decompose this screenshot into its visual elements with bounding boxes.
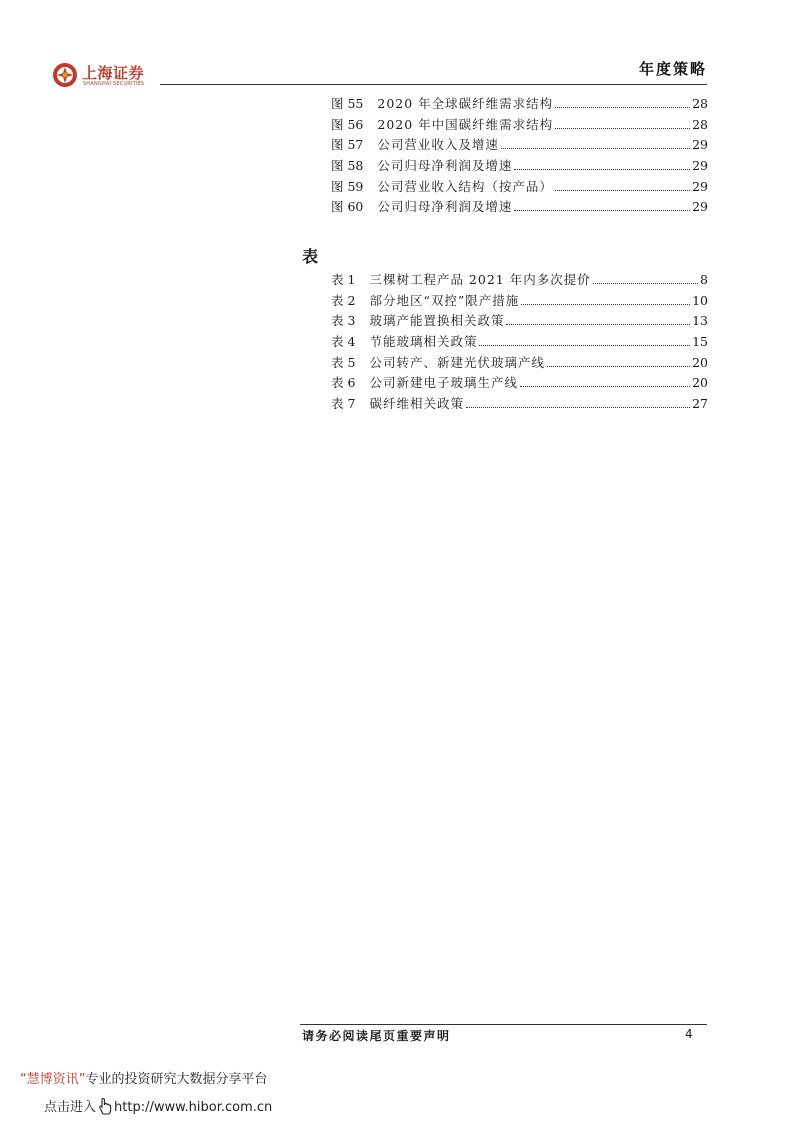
leader-dots xyxy=(506,324,690,325)
tables-section-heading: 表 xyxy=(302,247,319,266)
table-label: 表 3 xyxy=(331,313,356,329)
figure-title: 公司营业收入及增速 xyxy=(377,137,499,153)
report-type-title: 年度策略 xyxy=(638,60,707,78)
figure-title: 公司归母净利润及增速 xyxy=(377,158,513,174)
figure-title: 2020 年中国碳纤维需求结构 xyxy=(377,116,554,132)
table-page: 10 xyxy=(692,292,708,308)
leader-dots xyxy=(555,190,690,191)
logo-mark-icon xyxy=(52,62,78,88)
figure-title: 公司归母净利润及增速 xyxy=(377,199,513,215)
page-number: 4 xyxy=(685,1027,693,1041)
table-page: 13 xyxy=(692,313,708,329)
table-title: 部分地区“双控”限产措施 xyxy=(369,292,520,308)
table-page: 27 xyxy=(692,396,708,412)
figure-page: 29 xyxy=(692,199,708,215)
leader-dots xyxy=(479,345,690,346)
table-entry[interactable] xyxy=(331,311,708,332)
logo-text-en: SHANGHAI SECURITIES xyxy=(83,81,145,87)
table-page: 20 xyxy=(692,375,708,391)
leader-dots xyxy=(593,283,698,284)
leader-dots xyxy=(514,169,690,170)
table-entry[interactable] xyxy=(331,373,708,394)
table-label: 表 7 xyxy=(331,396,356,412)
promo-banner xyxy=(20,1068,268,1087)
table-entry[interactable] xyxy=(331,394,708,415)
table-label: 表 5 xyxy=(331,354,356,370)
figure-entry[interactable] xyxy=(331,177,708,198)
figure-entry[interactable] xyxy=(331,135,708,156)
table-label: 表 2 xyxy=(331,292,356,308)
figure-label: 图 59 xyxy=(331,178,364,194)
promo-tagline: 专业的投资研究大数据分享平台 xyxy=(85,1072,268,1087)
table-list xyxy=(331,270,708,415)
leader-dots xyxy=(520,386,690,387)
leader-dots xyxy=(521,304,690,305)
figure-page: 29 xyxy=(692,137,708,153)
hand-pointer-icon xyxy=(97,1097,113,1115)
promo-link-line[interactable] xyxy=(44,1096,272,1115)
table-title: 节能玻璃相关政策 xyxy=(369,334,478,350)
figure-label: 图 55 xyxy=(331,96,364,111)
table-page: 8 xyxy=(700,272,708,287)
table-title: 公司转产、新建光伏玻璃产线 xyxy=(369,354,545,370)
leader-dots xyxy=(466,407,690,408)
figure-entry[interactable] xyxy=(331,197,708,218)
figure-entry[interactable] xyxy=(331,156,708,177)
figure-entry[interactable] xyxy=(331,115,708,136)
table-label: 表 4 xyxy=(331,334,356,350)
figure-page: 29 xyxy=(692,178,708,194)
figure-title: 公司营业收入结构（按产品） xyxy=(377,178,553,194)
table-entry[interactable] xyxy=(331,332,708,353)
table-entry[interactable] xyxy=(331,353,708,374)
table-title: 三棵树工程产品 2021 年内多次提价 xyxy=(369,272,591,287)
promo-enter-text: 点击进入 xyxy=(44,1100,97,1115)
figure-label: 图 58 xyxy=(331,158,364,174)
leader-dots xyxy=(501,148,690,149)
table-label: 表 1 xyxy=(331,272,356,287)
leader-dots xyxy=(547,366,690,367)
figure-entry[interactable] xyxy=(331,94,708,115)
figure-title: 2020 年全球碳纤维需求结构 xyxy=(377,96,554,111)
table-entry[interactable] xyxy=(331,270,708,291)
figure-list xyxy=(331,94,708,218)
promo-brand: “慧博资讯” xyxy=(20,1072,86,1087)
company-logo xyxy=(52,60,162,90)
table-title: 碳纤维相关政策 xyxy=(369,396,464,412)
figure-label: 图 60 xyxy=(331,199,364,215)
disclaimer-note: 请务必阅读尾页重要声明 xyxy=(302,1029,451,1043)
table-page: 20 xyxy=(692,354,708,370)
leader-dots xyxy=(555,107,690,108)
promo-url[interactable]: http://www.hibor.com.cn xyxy=(114,1100,273,1115)
header-divider xyxy=(160,84,707,85)
leader-dots xyxy=(514,210,690,211)
figure-page: 28 xyxy=(692,116,708,132)
figure-label: 图 56 xyxy=(331,116,364,132)
table-title: 公司新建电子玻璃生产线 xyxy=(369,375,518,391)
figure-page: 28 xyxy=(692,96,708,111)
figure-label: 图 57 xyxy=(331,137,364,153)
table-entry[interactable] xyxy=(331,291,708,312)
figure-page: 29 xyxy=(692,158,708,174)
table-label: 表 6 xyxy=(331,375,356,391)
table-page: 15 xyxy=(692,334,708,350)
footer-divider xyxy=(300,1024,707,1025)
table-title: 玻璃产能置换相关政策 xyxy=(369,313,505,329)
leader-dots xyxy=(555,128,690,129)
logo-text-cn: 上海证券 xyxy=(82,64,145,82)
